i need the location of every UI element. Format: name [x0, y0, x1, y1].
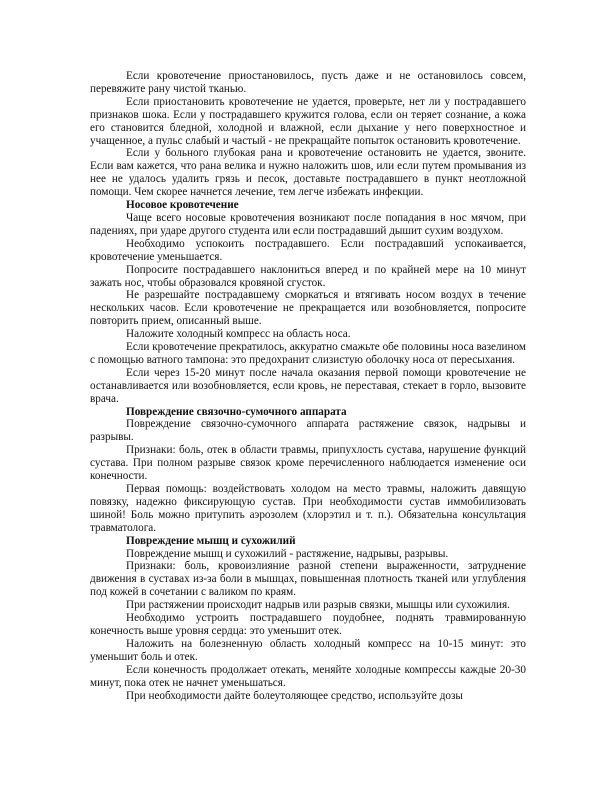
- body-paragraph: Чаще всего носовые кровотечения возникают после попадания в нос мячом, при падениях, при ударе другого студента или если пострадавший дышит сухим воздухом.: [90, 211, 526, 237]
- body-paragraph: Если через 15-20 минут после начала оказания первой помощи кровотечение не останавливается или возобновляется, если кровь, не переставая, стекает в горло, вызовите врача.: [90, 366, 526, 405]
- body-paragraph: Необходимо успокоить пострадавшего. Если пострадавший успокаивается, кровотечение уменьшается.: [90, 237, 526, 263]
- body-paragraph: При необходимости дайте болеутоляющее средство, используйте дозы: [126, 689, 463, 702]
- body-paragraph: При растяжении происходит надрыв или разрыв связки, мышцы или сухожилия.: [126, 599, 510, 612]
- body-paragraph: Наложите холодный компресс на область носа.: [126, 328, 351, 341]
- section-heading: Носовое кровотечение: [126, 199, 239, 212]
- body-paragraph: Наложить на болезненную область холодный компресс на 10-15 минут: это уменьшит боль и отек.: [90, 637, 526, 663]
- body-paragraph: Если конечность продолжает отекать, меняйте холодные компрессы каждые 20-30 минут, пока отек не начнет уменьшаться.: [90, 663, 526, 689]
- body-paragraph: Если приостановить кровотечение не удается, проверьте, нет ли у пострадавшего признаков шока. Если у пострадавшего кружится голова, если он теряет сознание, а кожа его становится бледной, холодной и влажной, если дыхание у него поверхностное и учащенное, а пульс слабый и частый - не прекращайте попыток остановить кровотечение.: [90, 95, 526, 147]
- body-paragraph: Если у больного глубокая рана и кровотечение остановить не удается, звоните. Если вам кажется, что рана велика и нужно наложить шов, или если путем промывания из нее не удалось удалить грязь и песок, доставьте пострадавшего в пункт неотложной помощи. Чем скорее начнется лечение, тем легче избежать инфекции.: [90, 147, 526, 199]
- body-paragraph: Повреждение мышц и сухожилий - растяжение, надрывы, разрывы.: [126, 547, 449, 560]
- body-paragraph: Если кровотечение приостановилось, пусть даже и не остановилось совсем, перевяжите рану чистой тканью.: [90, 70, 526, 95]
- body-paragraph: Признаки: боль, кровоизлияние разной степени выраженности, затруднение движения в суставах из-за боли в мышцах, повышенная плотность тканей или углубления под кожей в сочетании с валиком по краям.: [90, 560, 526, 599]
- body-paragraph: Первая помощь: воздействовать холодом на место травмы, наложить давящую повязку, надежно фиксирующую сустав. При необходимости сустав иммобилизовать шиной! Боль можно притупить аэрозолем (хлорэтил и т. п.). Обязательна консультация травматолога.: [90, 483, 526, 534]
- section-heading: Повреждение мышц и сухожилий: [126, 534, 296, 547]
- body-paragraph: Необходимо устроить пострадавшего поудобнее, поднять травмированную конечность выше уровня сердца: это уменьшит отек.: [90, 612, 526, 637]
- body-paragraph: Попросите пострадавшего наклониться вперед и по крайней мере на 10 минут зажать нос, чтобы образовался кровяной сгусток.: [90, 263, 526, 289]
- body-paragraph: Не разрешайте пострадавшему сморкаться и втягивать носом воздух в течение нескольких часов. Если кровотечение не прекращается или возобновляется, попросите повторить прием, описанный выше.: [90, 289, 526, 328]
- document-page: [90, 70, 526, 702]
- body-paragraph: Если кровотечение прекратилось, аккуратно смажьте обе половины носа вазелином с помощью ватного тампона: это предохранит слизистую оболочку носа от пересыхания.: [90, 341, 526, 366]
- section-heading: Повреждение связочно-сумочного аппарата: [126, 405, 347, 418]
- body-paragraph: Повреждение связочно-сумочного аппарата растяжение связок, надрывы и разрывы.: [90, 418, 526, 444]
- body-paragraph: Признаки: боль, отек в области травмы, припухлость сустава, нарушение функций сустава. При полном разрыве связок кроме перечисленного наблюдается изменение оси конечности.: [90, 444, 526, 483]
